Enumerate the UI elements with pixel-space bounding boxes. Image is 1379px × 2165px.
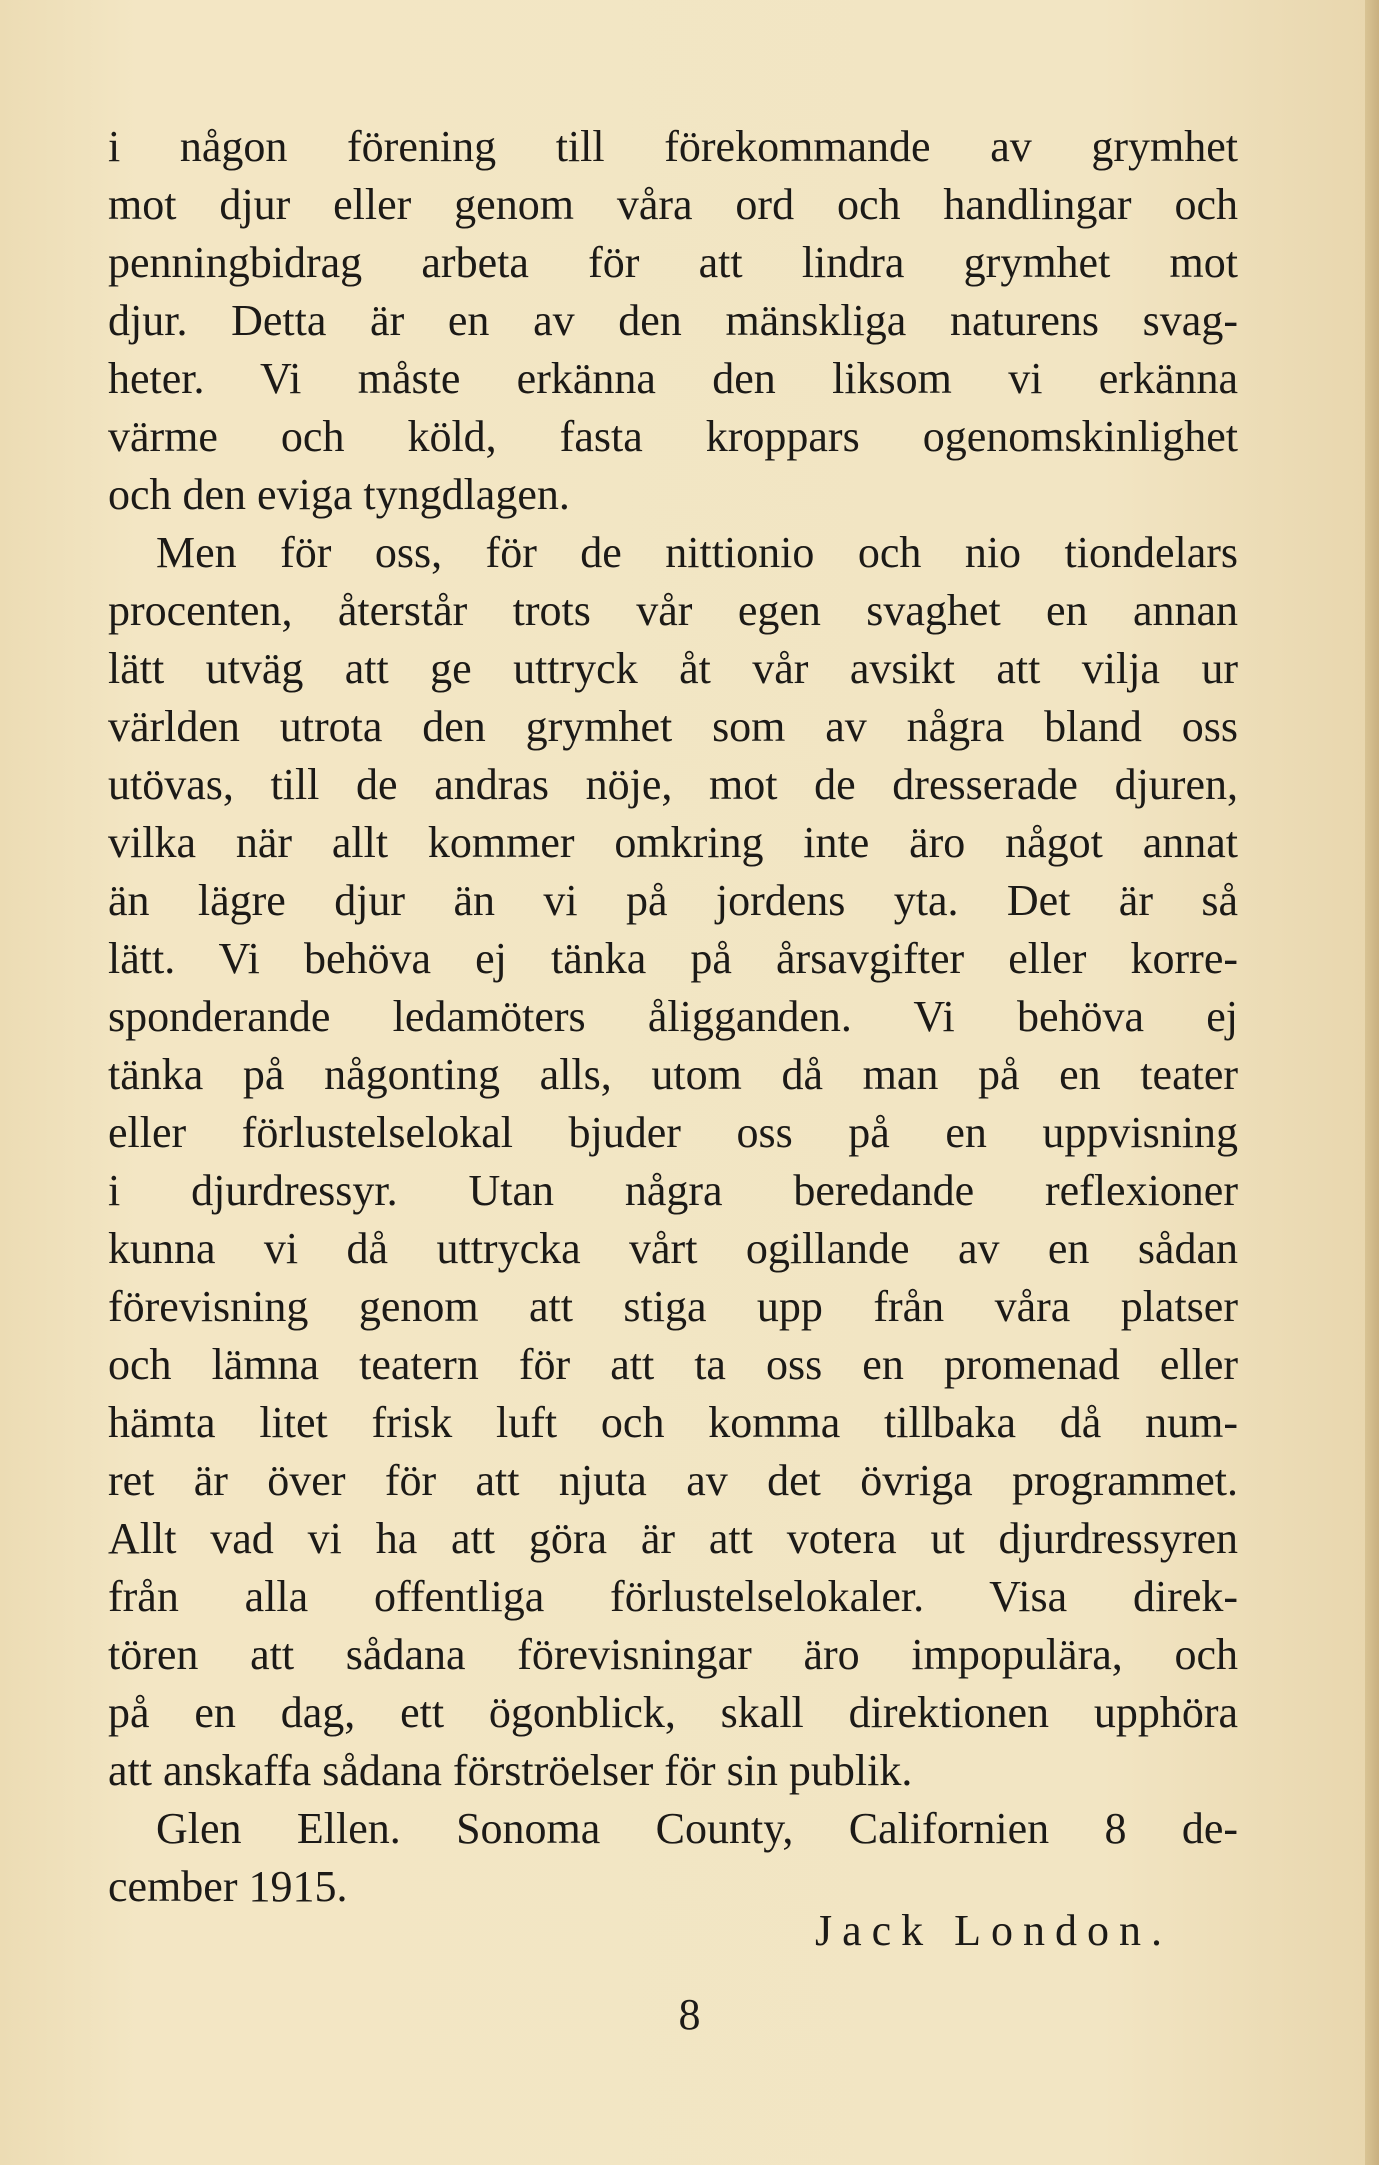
dateline-line: Glen Ellen. Sonoma County, Californien 8 de- bbox=[156, 1804, 1238, 1853]
text-line: lätt utväg att ge uttryck åt vår avsikt att vilja ur bbox=[108, 644, 1238, 693]
text-line: värme och köld, fasta kroppars ogenomskinlighet bbox=[108, 412, 1238, 461]
text-line: kunna vi då uttrycka vårt ogillande av en sådan bbox=[108, 1224, 1238, 1273]
text-line: hämta litet frisk luft och komma tillbaka då num- bbox=[108, 1398, 1238, 1447]
text-line: och lämna teatern för att ta oss en promenad eller bbox=[108, 1340, 1238, 1389]
text-line: heter. Vi måste erkänna den liksom vi erkänna bbox=[108, 354, 1238, 403]
author-signature: Jack London. bbox=[815, 1906, 1173, 1955]
text-line: penningbidrag arbeta för att lindra grymhet mot bbox=[108, 238, 1238, 287]
text-line: än lägre djur än vi på jordens yta. Det är så bbox=[108, 876, 1238, 925]
text-line: ret är över för att njuta av det övriga programmet. bbox=[108, 1456, 1238, 1505]
text-line: att anskaffa sådana förströelser för sin publik. bbox=[108, 1746, 913, 1795]
text-line: procenten, återstår trots vår egen svaghet en annan bbox=[108, 586, 1238, 635]
text-line: Allt vad vi ha att göra är att votera ut djurdressyren bbox=[108, 1514, 1238, 1563]
text-line: vilka när allt kommer omkring inte äro något annat bbox=[108, 818, 1238, 867]
text-line: från alla offentliga förlustelselokaler. Visa direk- bbox=[108, 1572, 1238, 1621]
text-line: tänka på någonting alls, utom då man på en teater bbox=[108, 1050, 1238, 1099]
page-edge bbox=[1365, 0, 1379, 2165]
dateline-line: cember 1915. bbox=[108, 1862, 348, 1911]
text-line: mot djur eller genom våra ord och handlingar och bbox=[108, 180, 1238, 229]
text-line: världen utrota den grymhet som av några bland oss bbox=[108, 702, 1238, 751]
text-line: eller förlustelselokal bjuder oss på en uppvisning bbox=[108, 1108, 1238, 1157]
text-line: utövas, till de andras nöje, mot de dresserade djuren, bbox=[108, 760, 1238, 809]
text-line: i någon förening till förekommande av grymhet bbox=[108, 122, 1238, 171]
text-line: sponderande ledamöters åligganden. Vi behöva ej bbox=[108, 992, 1238, 1041]
body-text bbox=[108, 118, 1238, 1916]
text-line: i djurdressyr. Utan några beredande reflexioner bbox=[108, 1166, 1238, 1215]
text-line: lätt. Vi behöva ej tänka på årsavgifter eller korre- bbox=[108, 934, 1238, 983]
text-line: och den eviga tyngdlagen. bbox=[108, 470, 570, 519]
text-line: förevisning genom att stiga upp från våra platser bbox=[108, 1282, 1238, 1331]
page-number: 8 bbox=[678, 1990, 701, 2039]
text-line: tören att sådana förevisningar äro impopulära, och bbox=[108, 1630, 1238, 1679]
text-line: på en dag, ett ögonblick, skall direktionen upphöra bbox=[108, 1688, 1238, 1737]
text-line: djur. Detta är en av den mänskliga naturens svag- bbox=[108, 296, 1238, 345]
text-line: Men för oss, för de nittionio och nio tiondelars bbox=[156, 528, 1238, 577]
